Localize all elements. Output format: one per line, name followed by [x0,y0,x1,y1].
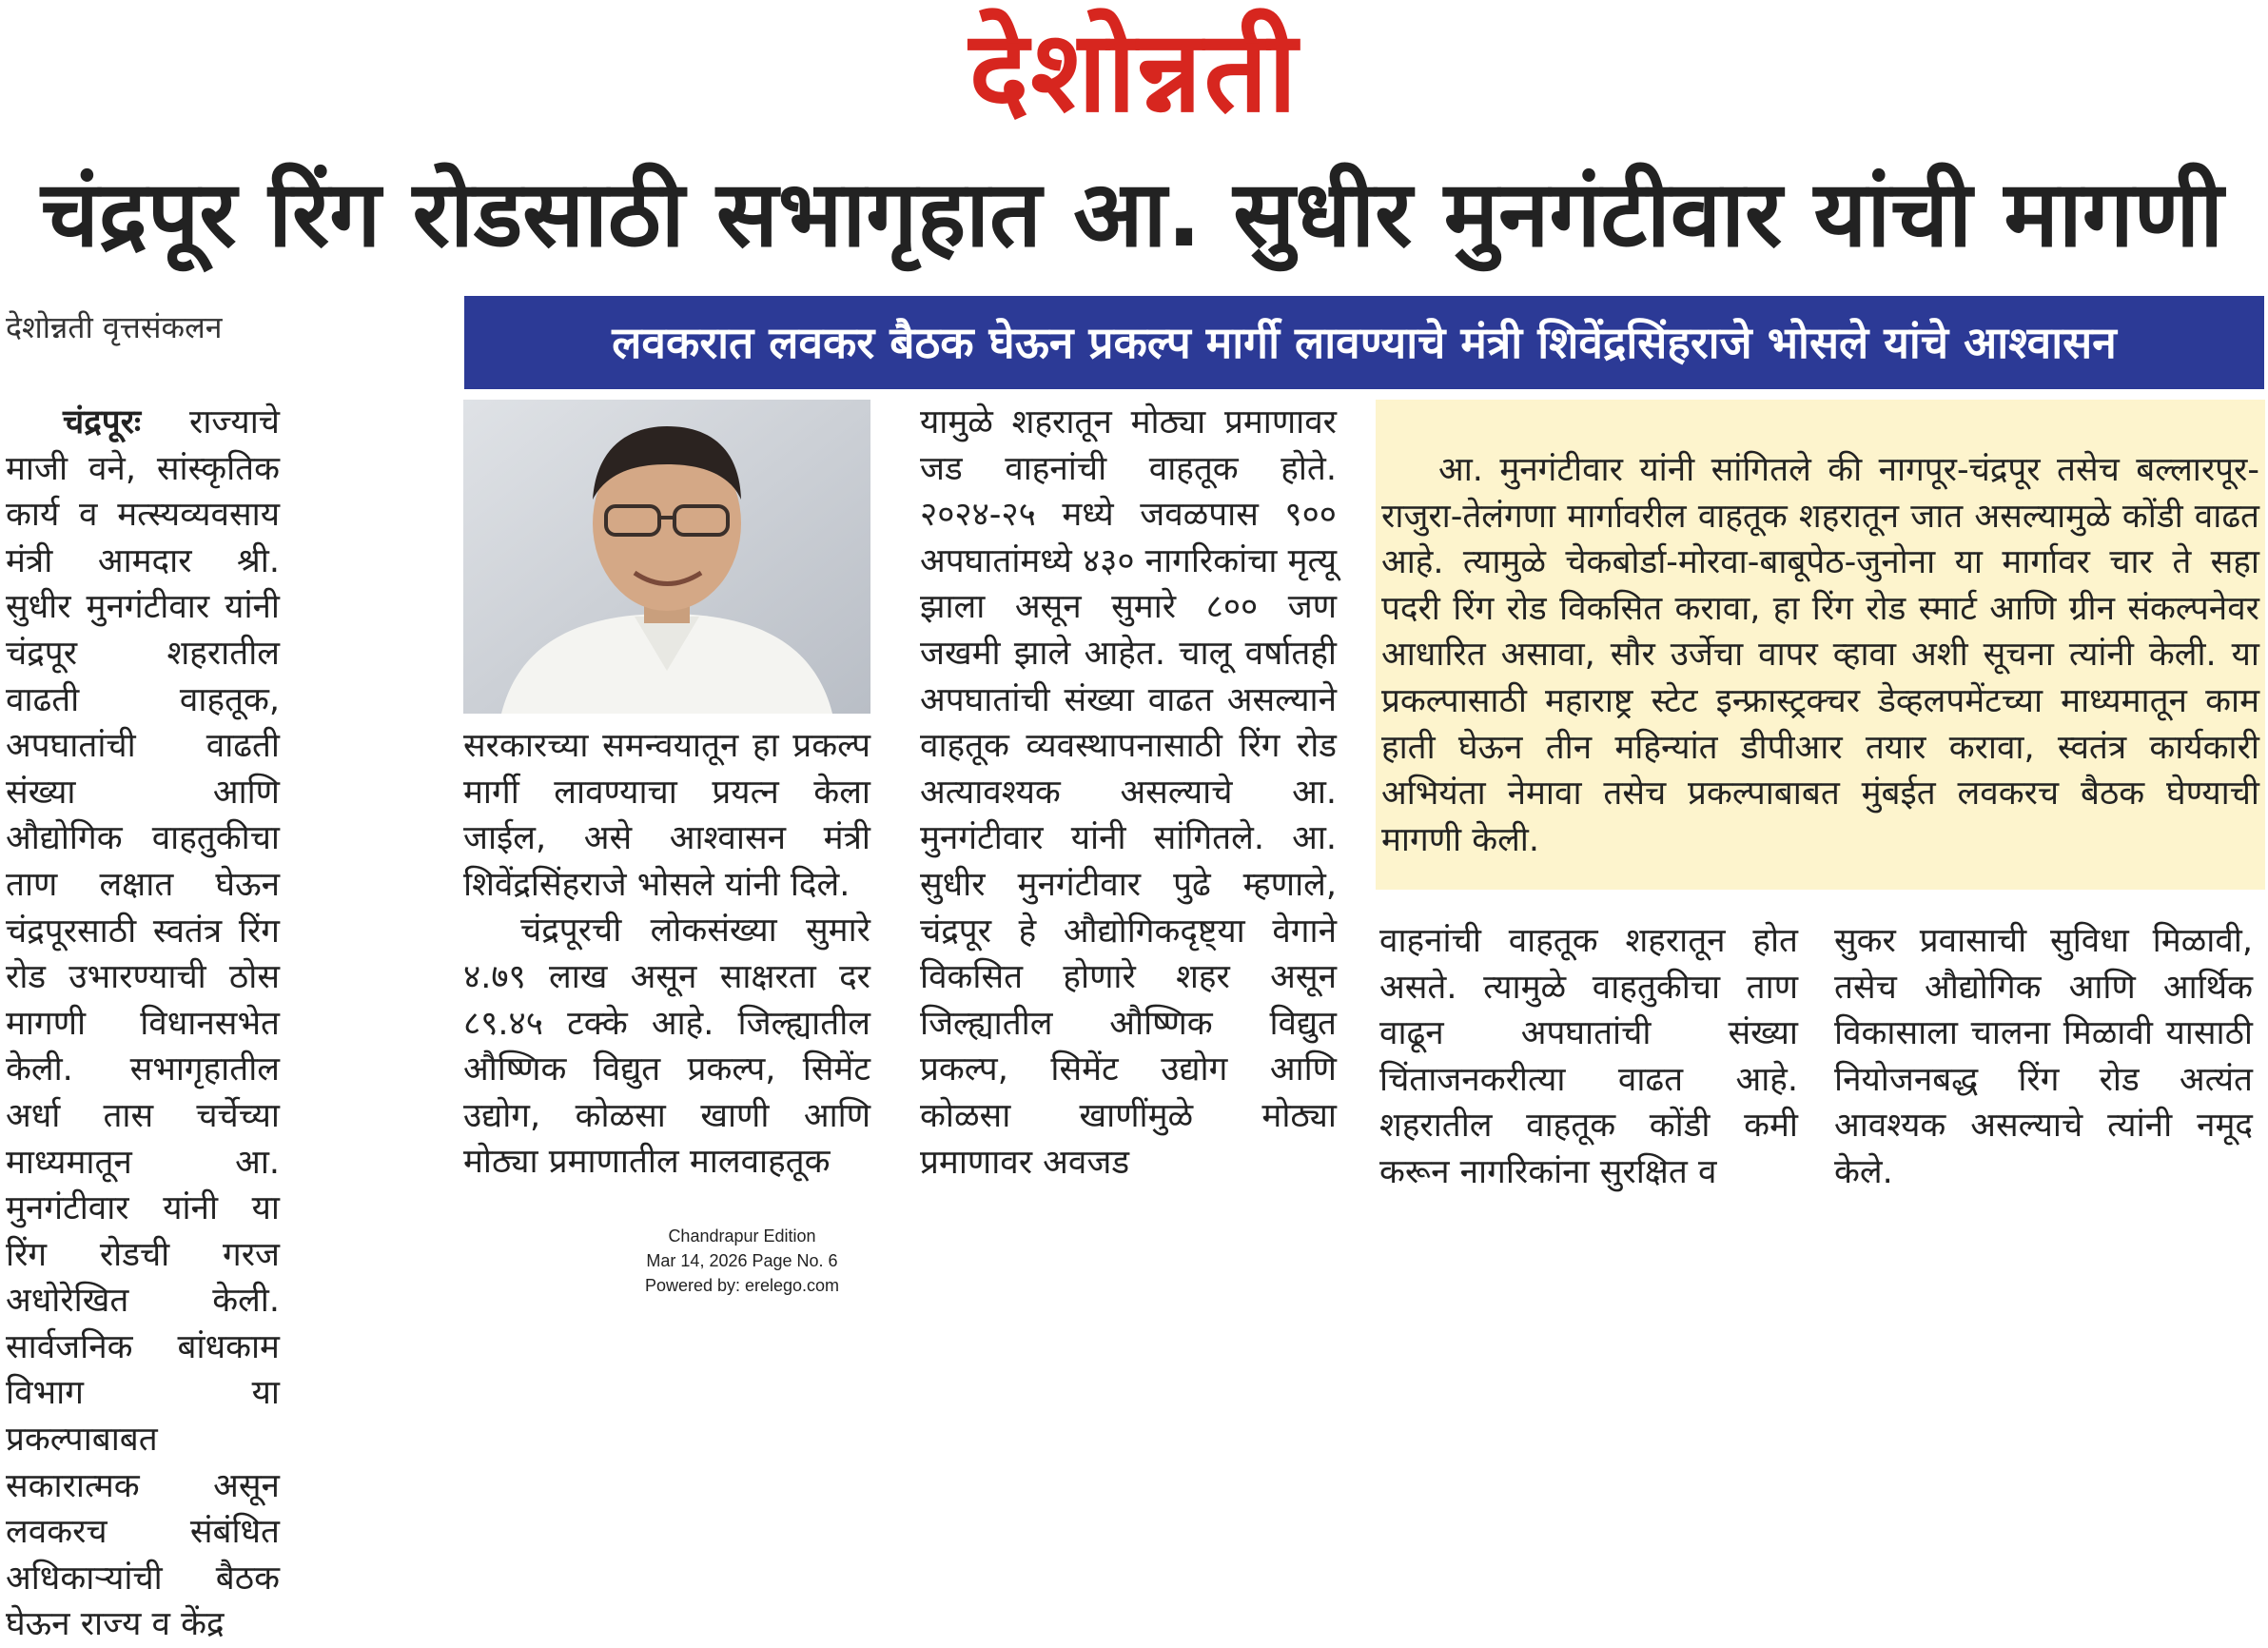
newspaper-masthead: देशोन्नती [968,6,1300,137]
page-footer [0,1224,1484,1298]
column-6-text: सुकर प्रवासाची सुविधा मिळावी, तसेच औद्योगिक आणि आर्थिक विकासाला चालना मिळावी यासाठी नियोजनबद्ध रिंग रोड अत्यंत आवश्यक असल्याचे त्यांनी नमूद केले. [1834,922,2253,1191]
highlight-box [1376,400,2265,890]
column-1-text: राज्याचे माजी वने, सांस्कृतिक कार्य व मत्स्यव्यवसाय मंत्री आमदार श्री. सुधीर मुनगंटीवार यांनी चंद्रपूर शहरातील वाढती वाहतूक, अपघातांची वाढती संख्या आणि औद्योगिक वाहतुकीचा ताण लक्षात घेऊन चंद्रपूरसाठी स्वतंत्र रिंग रोड उभारण्याची ठोस मागणी विधानसभेत केली. सभागृहातील अर्धा तास चर्चेच्या माध्यमातून आ. मुनगंटीवार यांनी या रिंग रोडची गरज अधोरेखित केली. सार्वजनिक बांधकाम विभाग या प्रकल्पाबाबत सकारात्मक असून लवकरच संबंधित अधिकाऱ्यांची बैठक घेऊन राज्य व केंद्र [6,403,280,1644]
byline: देशोन्नती वृत्तसंकलन [6,309,223,345]
portrait-photo [463,400,870,714]
portrait-illustration [463,400,870,714]
article-column-5 [1379,918,1798,1196]
highlight-text: आ. मुनगंटीवार यांनी सांगितले की नागपूर-चंद्रपूर तसेच बल्लारपूर-राजुरा-तेलंगणा मार्गावरील वाहतूक शहरातून जात असल्यामुळे कोंडी वाढत आहे. त्यामुळे चेकबोर्डा-मोरवा-बाबूपेठ-जुनोना या मार्गावर चार ते सहा पदरी रिंग रोड विकसित करावा, हा रिंग रोड स्मार्ट आणि ग्रीन संकल्पनेवर आधारित असावा, सौर उर्जेचा वापर व्हावा अशी सूचना त्यांनी केली. या प्रकल्पासाठी महाराष्ट्र स्टेट इन्फ्रास्ट्रक्चर डेव्हलपमेंटच्या माध्यमातून काम हाती घेऊन तीन महिन्यांत डीपीआर तयार करावा, स्वतंत्र कार्यकारी अभियंता नेमावा तसेच प्रकल्पाबाबत मुंबईत लवकरच बैठक घेण्याची मागणी केली. [1381,451,2259,859]
article-column-1 [6,400,280,1648]
footer-powered-by: Powered by: erelego.com [644,1276,840,1295]
highlight-column [1376,400,2265,863]
column-5-text: वाहनांची वाहतूक शहरातून होत असते. त्यामुळे वाहतुकीचा ताण वाढून अपघातांची संख्या चिंताजनकरीत्या वाढत आहे. शहरातील वाहतूक कोंडी कमी करून नागरिकांना सुरक्षित व [1379,922,1798,1191]
column-2-text-1: सरकारच्या समन्वयातून हा प्रकल्प मार्गी लावण्याचा प्रयत्न केला जाईल, असे आश्वासन मंत्री शिवेंद्रसिंहराजे भोसले यांनी दिले. [463,727,870,904]
article-column-3 [920,400,1337,1186]
footer-date-page: Mar 14, 2026 Page No. 6 [646,1251,838,1270]
article-subheadline: लवकरात लवकर बैठक घेऊन प्रकल्प मार्गी लावण्याचे मंत्री शिवेंद्रसिंहराजे भोसले यांचे आश्वासन [464,296,2264,389]
article-headline: चंद्रपूर रिंग रोडसाठी सभागृहात आ. सुधीर मुनगंटीवार यांची मागणी [40,161,2224,267]
column-2-text-2: चंद्रपूरची लोकसंख्या सुमारे ४.७९ लाख असून साक्षरता दर ८९.४५ टक्के आहे. जिल्ह्यातील औष्णिक विद्युत प्रकल्प, सिमेंट उद्योग, कोळसा खाणी आणि मोठ्या प्रमाणातील मालवाहतूक [463,912,870,1182]
article-column-6 [1834,918,2253,1196]
dateline: चंद्रपूरः [63,403,142,441]
footer-edition: Chandrapur Edition [668,1226,816,1246]
column-3-text: यामुळे शहरातून मोठ्या प्रमाणावर जड वाहनांची वाहतूक होते. २०२४-२५ मध्ये जवळपास ९०० अपघातांमध्ये ४३० नागरिकांचा मृत्यू झाला असून सुमारे ८०० जण जखमी झाले आहेत. चालू वर्षातही अपघातांची संख्या वाढत असल्याने वाहतूक व्यवस्थापनासाठी रिंग रोड अत्यावश्यक असल्याचे आ. मुनगंटीवार यांनी सांगितले. आ. सुधीर मुनगंटीवार पुढे म्हणाले, चंद्रपूर हे औद्योगिकदृष्ट्या वेगाने विकसित होणारे शहर असून जिल्ह्यातील औष्णिक विद्युत प्रकल्प, सिमेंट उद्योग आणि कोळसा खाणींमुळे मोठ्या प्रमाणावर अवजड [920,403,1337,1182]
article-column-2 [463,723,870,1186]
